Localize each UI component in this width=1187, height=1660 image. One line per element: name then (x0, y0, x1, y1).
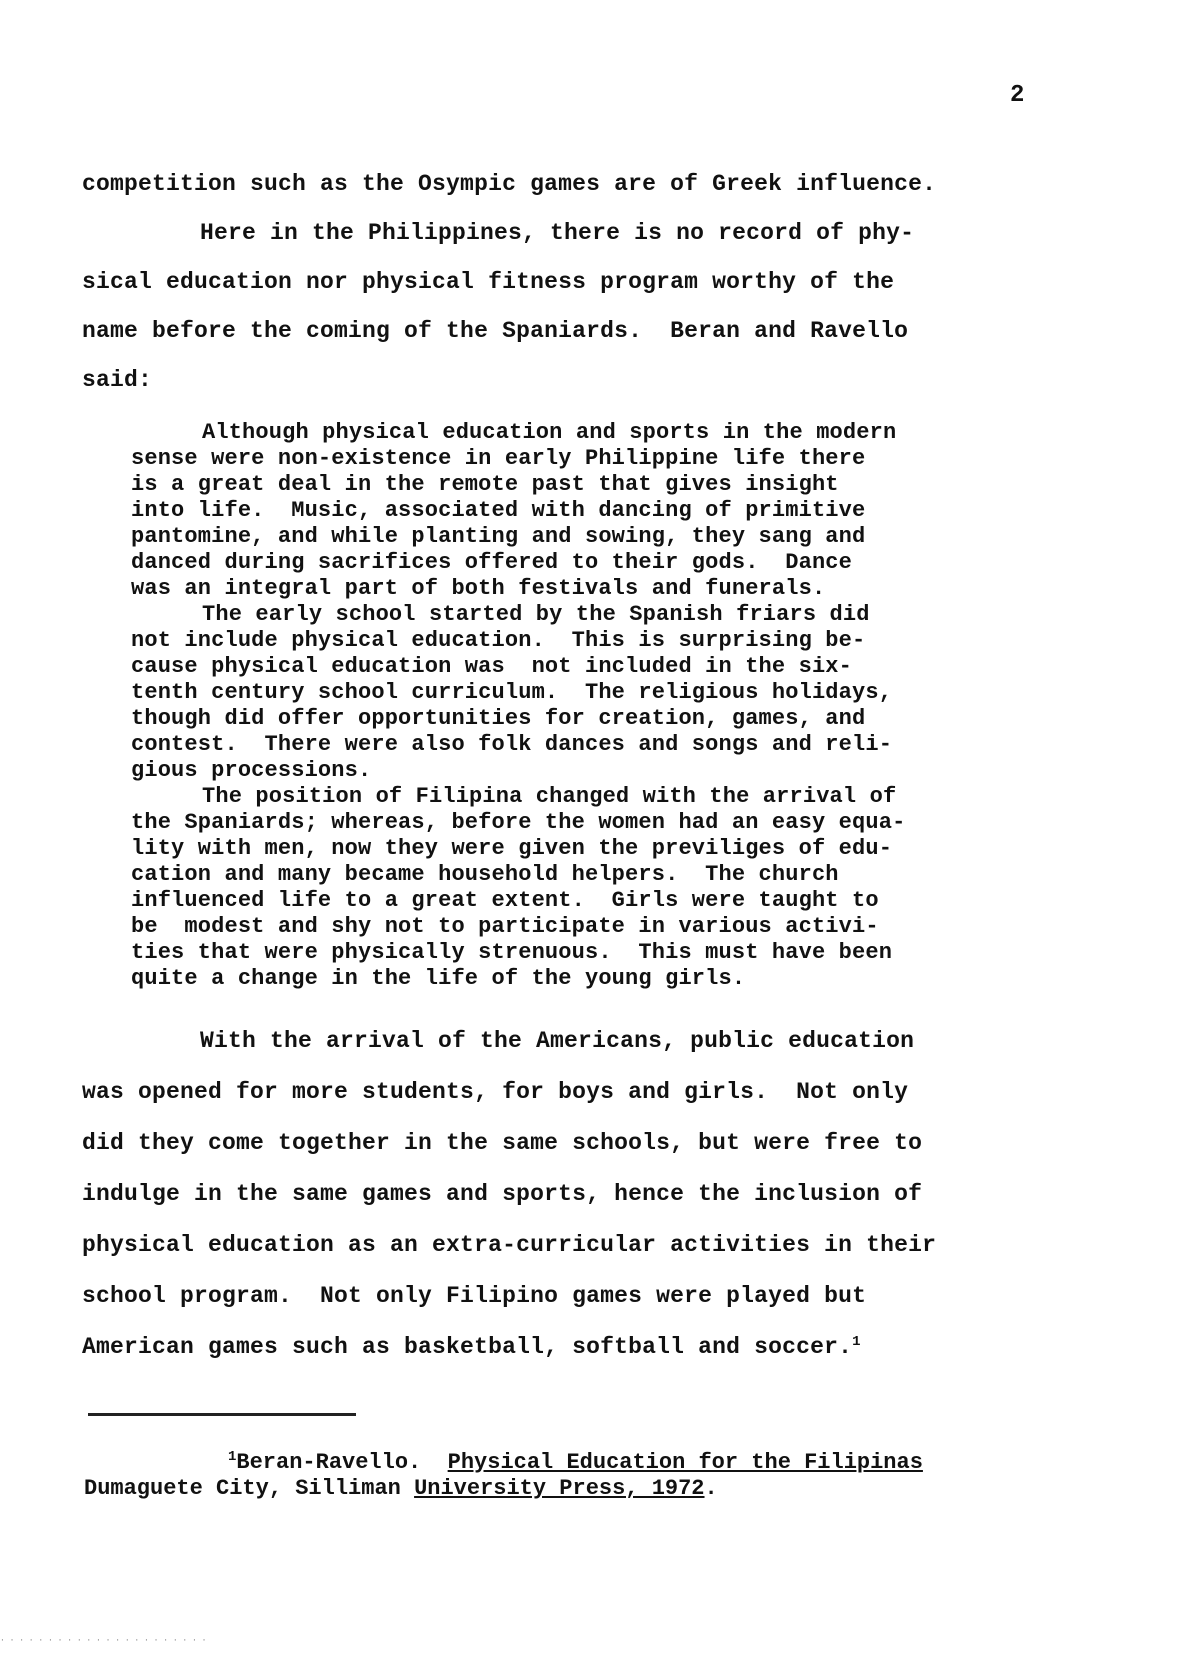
body-line: was opened for more students, for boys and girls. Not only (82, 1079, 909, 1105)
footnote-title: Physical Education for the Filipinas (447, 1450, 923, 1475)
quote-line: tenth century school curriculum. The religious holidays, (131, 680, 893, 705)
footnote-reference: 1 (852, 1334, 861, 1350)
body-line: said: (82, 367, 153, 393)
footnote-line (228, 1450, 923, 1478)
quote-line: The position of Filipina changed with the arrival of (202, 784, 897, 809)
quote-line: the Spaniards; whereas, before the women had an easy equa- (131, 810, 906, 835)
footnote-suffix: . (704, 1476, 718, 1501)
body-line (82, 1333, 861, 1364)
quote-line: into life. Music, associated with dancing of primitive (131, 498, 866, 523)
body-line: With the arrival of the Americans, public education (200, 1028, 915, 1054)
quote-line: though did offer opportunities for creation, games, and (131, 706, 866, 731)
page-number: 2 (1010, 82, 1025, 109)
body-line: Here in the Philippines, there is no record of phy- (200, 220, 915, 246)
footnote-publisher-prefix: Dumaguete City, Silliman (84, 1476, 415, 1501)
body-line: competition such as the Osympic games are of Greek influence. (82, 171, 937, 197)
quote-line: cation and many became household helpers. The church (131, 862, 839, 887)
quote-line: contest. There were also folk dances and songs and reli- (131, 732, 893, 757)
quote-line: danced during sacrifices offered to their gods. Dance (131, 550, 853, 575)
quote-line: lity with men, now they were given the previliges of edu- (131, 836, 893, 861)
quote-line: quite a change in the life of the young girls. (131, 966, 746, 991)
quote-line: gious processions. (131, 758, 372, 783)
body-line: sical education nor physical fitness program worthy of the (82, 269, 895, 295)
footnote-line (84, 1476, 718, 1502)
body-line: indulge in the same games and sports, hence the inclusion of (82, 1181, 923, 1207)
body-line: did they come together in the same schools, but were free to (82, 1130, 923, 1156)
body-line: physical education as an extra-curricular activities in their (82, 1232, 937, 1258)
footnote-divider (88, 1413, 356, 1416)
quote-line: The early school started by the Spanish friars did (202, 602, 870, 627)
quote-line: not include physical education. This is surprising be- (131, 628, 866, 653)
body-line: name before the coming of the Spaniards. Beran and Ravello (82, 318, 909, 344)
footnote-publisher: University Press, 1972 (414, 1476, 705, 1501)
scan-artifact: · · · · · · · · · · · · · · · · · · · · · · (0, 1636, 207, 1645)
footnote-authors: Beran-Ravello. (236, 1450, 448, 1475)
quote-line: be modest and shy not to participate in various activi- (131, 914, 879, 939)
quote-line: pantomine, and while planting and sowing, they sang and (131, 524, 866, 549)
quote-line: cause physical education was not included in the six- (131, 654, 853, 679)
body-line: school program. Not only Filipino games were played but (82, 1283, 867, 1309)
quote-line: ties that were physically strenuous. This must have been (131, 940, 893, 965)
quote-line: influenced life to a great extent. Girls were taught to (131, 888, 879, 913)
quote-line: is a great deal in the remote past that gives insight (131, 472, 839, 497)
quote-line: was an integral part of both festivals and funerals. (131, 576, 826, 601)
quote-line: Although physical education and sports in the modern (202, 420, 897, 445)
quote-line: sense were non-existence in early Philippine life there (131, 446, 866, 471)
footnote-marker: 1 (228, 1449, 237, 1465)
body-line-text: American games such as basketball, softball and soccer. (82, 1334, 853, 1360)
